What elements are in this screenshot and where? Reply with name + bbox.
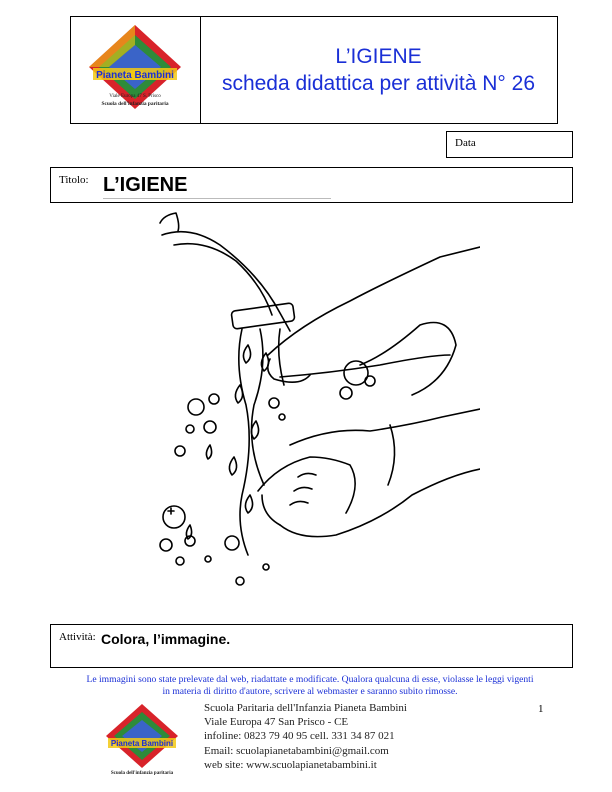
date-field[interactable] xyxy=(446,131,573,158)
disclaimer-line1: Le immagini sono state prelevate dal web, riadattate e modificate. Qualora qualcuna di esse, violasse le leggi vigenti xyxy=(86,674,534,685)
header-logo-cell xyxy=(71,17,201,123)
title-value: L’IGIENE xyxy=(103,174,188,196)
footer-phone: infoline: 0823 79 40 95 cell. 331 34 87 021 xyxy=(204,730,395,743)
title-label: Titolo: xyxy=(59,174,89,186)
header-title-cell xyxy=(200,17,557,123)
page-title: L’IGIENE xyxy=(335,45,422,68)
logo-line2: Scuola dell'infanzia paritaria xyxy=(101,101,169,107)
pianeta-bambini-logo xyxy=(71,17,199,123)
footer-logo xyxy=(92,700,192,778)
header-table xyxy=(70,16,558,124)
date-label: Data xyxy=(455,137,476,149)
footer-school: Scuola Paritaria dell'Infanzia Pianeta Bambini xyxy=(204,702,407,714)
footer-email[interactable]: Email: scuolapianetabambini@gmail.com xyxy=(204,744,389,757)
copyright-disclaimer xyxy=(30,674,590,698)
footer-address: Viale Europa 47 San Prisco - CE xyxy=(204,716,349,729)
footer-logo-name: Pianeta Bambini xyxy=(110,739,174,748)
activity-value: Colora, l’immagine. xyxy=(101,631,231,647)
activity-label: Attività: xyxy=(59,631,96,643)
logo-line1: Viale Europa 47 S. Prisco xyxy=(109,94,161,99)
logo-name: Pianeta Bambini xyxy=(96,70,174,81)
footer-logo-caption: Scuola dell'infanzia paritaria xyxy=(110,771,174,776)
page-subtitle: scheda didattica per attività N° 26 xyxy=(221,72,536,95)
page-number: 1 xyxy=(538,703,544,715)
footer-contact xyxy=(204,701,407,772)
disclaimer-line2: in materia di diritto d'autore, scrivere al webmaster e saranno subito rimosse. xyxy=(162,686,458,697)
hand-washing-illustration xyxy=(150,195,480,615)
activity-field[interactable] xyxy=(50,624,573,668)
footer-website[interactable]: web site: www.scuolapianetabambini.it xyxy=(204,758,377,771)
